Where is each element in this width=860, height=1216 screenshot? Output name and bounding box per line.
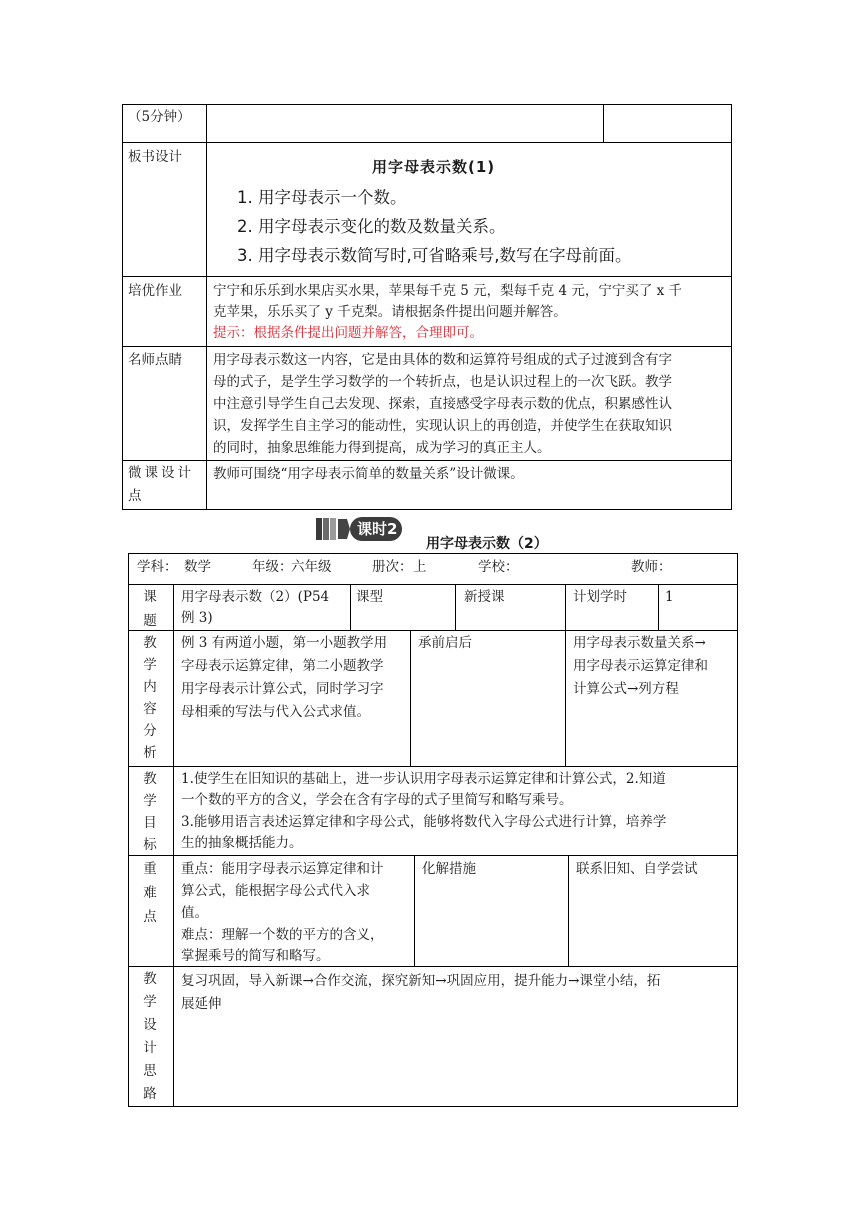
grade-value: 六年级 — [291, 559, 332, 575]
volume-label: 册次： — [372, 559, 413, 575]
section-title: 用字母表示数（2） — [426, 536, 548, 552]
teacher-label: 教师： — [631, 559, 672, 575]
content-analysis-text: 字母表示运算定律，第二小题教学 — [181, 658, 384, 674]
measures-label: 化解措施 — [422, 861, 476, 877]
subject-label: 学科： — [137, 559, 178, 575]
lesson-badge-text: 课时2 — [357, 520, 398, 538]
topic-value: 用字母表示数（2）(P54 — [181, 589, 330, 605]
type-label: 课型 — [356, 589, 383, 605]
topic-value: 例 3) — [181, 610, 213, 626]
volume-value: 上 — [413, 559, 427, 575]
grade-label: 年级： — [252, 559, 293, 575]
content-right: 用字母表示数量关系→ — [573, 635, 706, 651]
homework-label: 培优作业 — [128, 283, 182, 299]
design-ideas-text: 展延伸 — [181, 996, 222, 1012]
teacher-notes-text: 识，发挥学生自主学习的能动性，实现认识上的再创造，并使学生在获取知识 — [213, 418, 672, 434]
content-middle: 承前启后 — [418, 635, 472, 651]
content-analysis-text: 母相乘的写法与代入公式求值。 — [181, 704, 370, 720]
micro-lesson-label: 点 — [128, 488, 142, 504]
homework-text: 宁宁和乐乐到水果店买水果，苹果每千克 5 元，梨每千克 4 元，宁宁买了 x 千 — [213, 283, 683, 299]
teaching-goals-text: 生的抽象概括能力。 — [181, 835, 303, 851]
subject-value: 数学 — [184, 559, 211, 575]
teaching-goals-text: 1.使学生在旧知识的基础上，进一步认识用字母表示运算定律和计算公式，2.知道 — [181, 771, 666, 787]
key-points-text: 值。 — [181, 905, 208, 921]
topic-label: 课 题 — [143, 589, 157, 629]
key-points-text: 难点：理解一个数的平方的含义， — [181, 927, 384, 943]
board-item: 2. 用字母表示变化的数及数量关系。 — [237, 217, 506, 236]
teacher-notes-text: 用字母表示数这一内容，它是由具体的数和运算符号组成的式子过渡到含有字 — [213, 352, 672, 368]
teacher-notes-text: 母的式子，是学生学习数学的一个转折点，也是认识过程上的一次飞跃。教学 — [213, 374, 672, 390]
content-analysis-text: 例 3 有两道小题，第一小题教学用 — [181, 635, 388, 651]
teacher-notes-text: 的同时，抽象思维能力得到提高，成为学习的真正主人。 — [213, 440, 551, 456]
homework-text: 克苹果，乐乐买了 y 千克梨。请根据条件提出问题并解答。 — [213, 304, 567, 320]
design-ideas-text: 复习巩固，导入新课→合作交流，探究新知→巩固应用，提升能力→课堂小结，拓 — [181, 973, 661, 989]
content-analysis-label: 教 学 内 容 分 析 — [143, 635, 157, 761]
teacher-notes-label: 名师点睛 — [128, 352, 182, 368]
teaching-goals-text: 3.能够用语言表述运算定律和字母公式，能够将数代入字母公式进行计算，培养学 — [181, 814, 667, 830]
homework-hint: 提示：根据条件提出问题并解答，合理即可。 — [213, 325, 483, 341]
micro-lesson-text: 教师可围绕“用字母表示简单的数量关系”设计微课。 — [213, 466, 524, 482]
school-label: 学校： — [478, 559, 519, 575]
key-points-text: 重点：能用字母表示运算定律和计 — [181, 861, 384, 877]
measures-value: 联系旧知、自学尝试 — [576, 861, 698, 877]
board-design-label: 板书设计 — [128, 149, 182, 165]
teaching-goals-label: 教 学 目 标 — [143, 771, 157, 853]
hours-value: 1 — [665, 589, 674, 605]
content-right: 计算公式→列方程 — [573, 681, 679, 697]
design-ideas-label: 教 学 设 计 思 路 — [143, 971, 157, 1102]
board-item: 1. 用字母表示一个数。 — [237, 188, 407, 207]
teacher-notes-text: 中注意引导学生自己去发现、探索，直接感受字母表示数的优点，积累感性认 — [213, 396, 672, 412]
hours-label: 计划学时 — [573, 589, 627, 605]
teaching-goals-text: 一个数的平方的含义，学会在含有字母的式子里简写和略写乘号。 — [181, 792, 573, 808]
board-item: 3. 用字母表示数简写时,可省略乘号,数写在字母前面。 — [237, 246, 632, 265]
key-points-text: 掌握乘号的简写和略写。 — [181, 948, 330, 964]
duration-label: （5分钟） — [128, 109, 191, 125]
lesson-badge — [314, 515, 409, 543]
content-analysis-text: 用字母表示计算公式，同时学习字 — [181, 681, 384, 697]
content-right: 用字母表示运算定律和 — [573, 658, 708, 674]
micro-lesson-label: 微课设计 — [128, 465, 194, 481]
type-value: 新授课 — [464, 589, 505, 605]
key-points-label: 重 难 点 — [143, 861, 157, 925]
board-title: 用字母表示数(1) — [372, 158, 496, 176]
key-points-text: 算公式，能根据字母公式代入求 — [181, 883, 370, 899]
